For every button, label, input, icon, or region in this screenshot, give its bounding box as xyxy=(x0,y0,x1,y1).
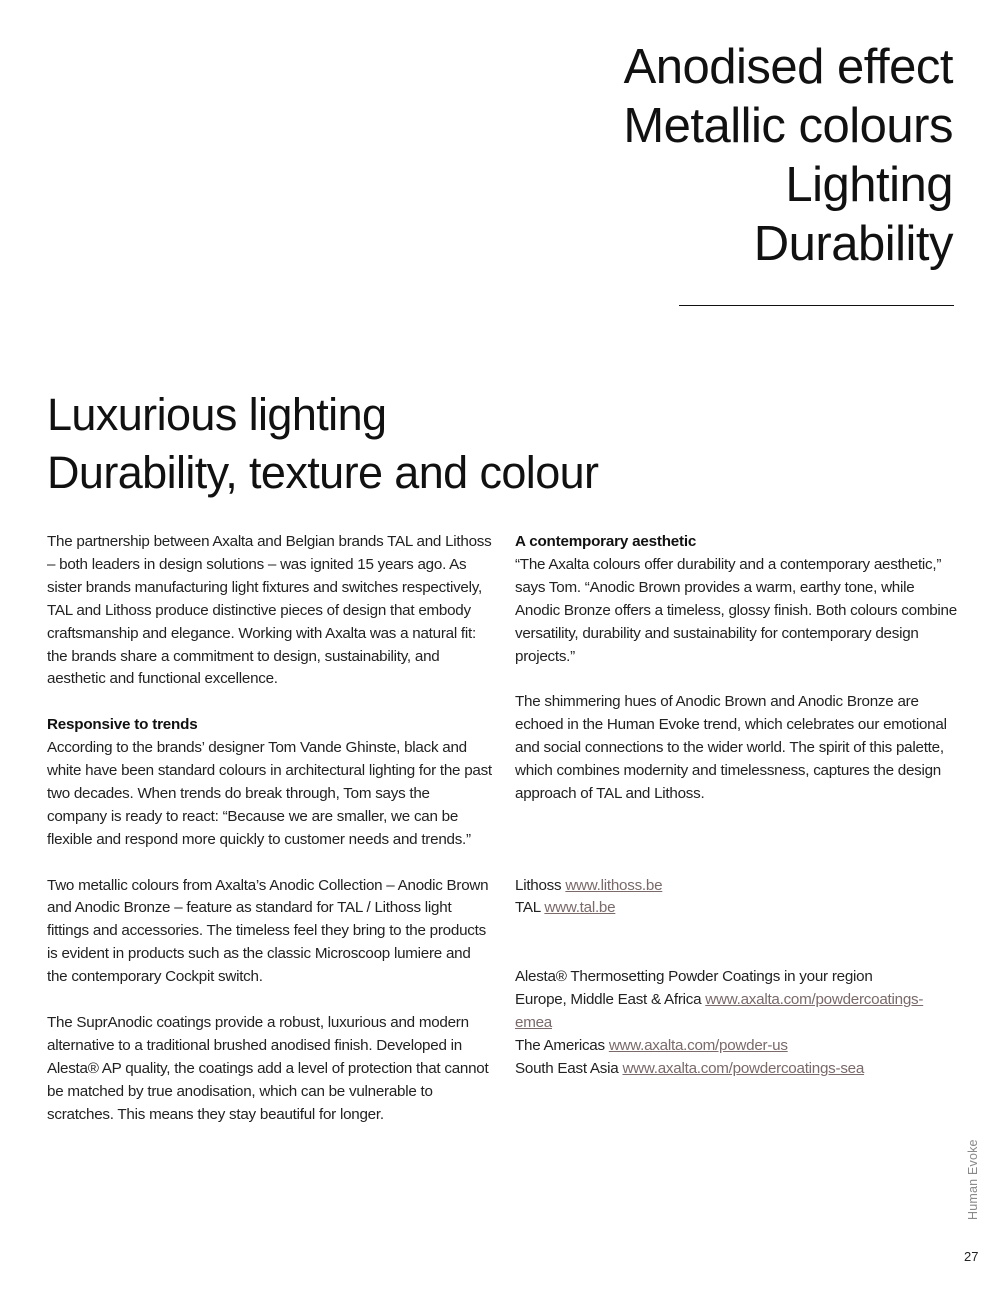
aesthetic-paragraph: “The Axalta colours offer durability and a contemporary aesthetic,” says Tom. “Anodic Brown provides a warm, earthy tone, while Anodic Bronze offers a timeless, glossy finish. Both colours combine versatility, durability and sustainability for contemporary design projects.” xyxy=(515,555,957,665)
feature-durability: Durability xyxy=(753,217,953,271)
feature-anodised-effect: Anodised effect xyxy=(623,40,953,94)
headline-line-2: Durability, texture and colour xyxy=(47,447,599,498)
region-heading: Alesta® Thermosetting Powder Coatings in your region xyxy=(515,968,873,986)
americas-link[interactable]: www.axalta.com/powder-us xyxy=(608,1036,788,1054)
region-link-americas xyxy=(515,1035,960,1058)
brand-link-lithoss xyxy=(515,875,960,898)
region-link-emea xyxy=(515,989,960,1035)
headline-line-1: Luxurious lighting xyxy=(47,389,387,440)
section-side-label: Human Evoke xyxy=(966,1139,980,1220)
supranodic-paragraph: The SuprAnodic coatings provide a robust, luxurious and modern alternative to a traditional brushed anodised finish. Developed in Alesta® AP quality, the coatings add a level of protection that cannot be matched by true anodisation, which can be vulnerable to scratches. This means they stay beautiful for longer. xyxy=(47,1013,489,1123)
title-divider xyxy=(679,305,954,306)
colours-paragraph: Two metallic colours from Axalta’s Anodic Collection – Anodic Brown and Anodic Bronze – feature as standard for TAL / Lithoss light fittings and accessories. The timeless feel they bring to the products is evident in products such as the classic Microscoop lumiere and the contemporary Cockpit switch. xyxy=(47,876,489,986)
article-headline xyxy=(47,386,747,502)
region-label: Europe, Middle East & Africa xyxy=(515,991,706,1009)
intro-paragraph: The partnership between Axalta and Belgian brands TAL and Lithoss – both leaders in design solutions – was ignited 15 years ago. As sister brands manufacturing light fixtures and switches respectively, TAL and Lithoss produce distinctive pieces of design that embody craftsmanship and elegance. Working with Axalta was a natural fit: the brands share a commitment to design, sustainability, and aesthetic and functional excellence. xyxy=(47,533,492,688)
left-column xyxy=(47,531,492,1127)
region-label: South East Asia xyxy=(515,1059,623,1077)
feature-list xyxy=(433,38,953,274)
brand-label: TAL xyxy=(515,899,545,917)
region-link-sea xyxy=(515,1058,960,1081)
trends-paragraph: According to the brands’ designer Tom Vande Ghinste, black and white have been standard colours in architectural lighting for the past two decades. When trends do break through, Tom says the company is ready to react: “Because we are smaller, we can be flexible and respond more quickly to customer needs and trends.” xyxy=(47,739,492,848)
feature-lighting: Lighting xyxy=(785,158,953,212)
feature-metallic-colours: Metallic colours xyxy=(623,99,953,153)
emea-link[interactable]: www.axalta.com/powdercoatings-emea xyxy=(515,991,924,1031)
aesthetic-heading: A contemporary aesthetic xyxy=(515,533,697,550)
brand-link-tal xyxy=(515,897,960,920)
brand-label: Lithoss xyxy=(515,876,566,894)
lithoss-link[interactable]: www.lithoss.be xyxy=(565,876,663,894)
page-number: 27 xyxy=(964,1249,979,1264)
sea-link[interactable]: www.axalta.com/powdercoatings-sea xyxy=(622,1059,865,1077)
right-column xyxy=(515,531,960,1081)
region-label: The Americas xyxy=(515,1036,609,1054)
evoke-paragraph: The shimmering hues of Anodic Brown and Anodic Bronze are echoed in the Human Evoke trend, which celebrates our emotional and social connections to the wider world. The spirit of this palette, which combines modernity and timelessness, captures the design approach of TAL and Lithoss. xyxy=(515,693,947,802)
tal-link[interactable]: www.tal.be xyxy=(544,899,616,917)
trends-heading: Responsive to trends xyxy=(47,716,198,734)
